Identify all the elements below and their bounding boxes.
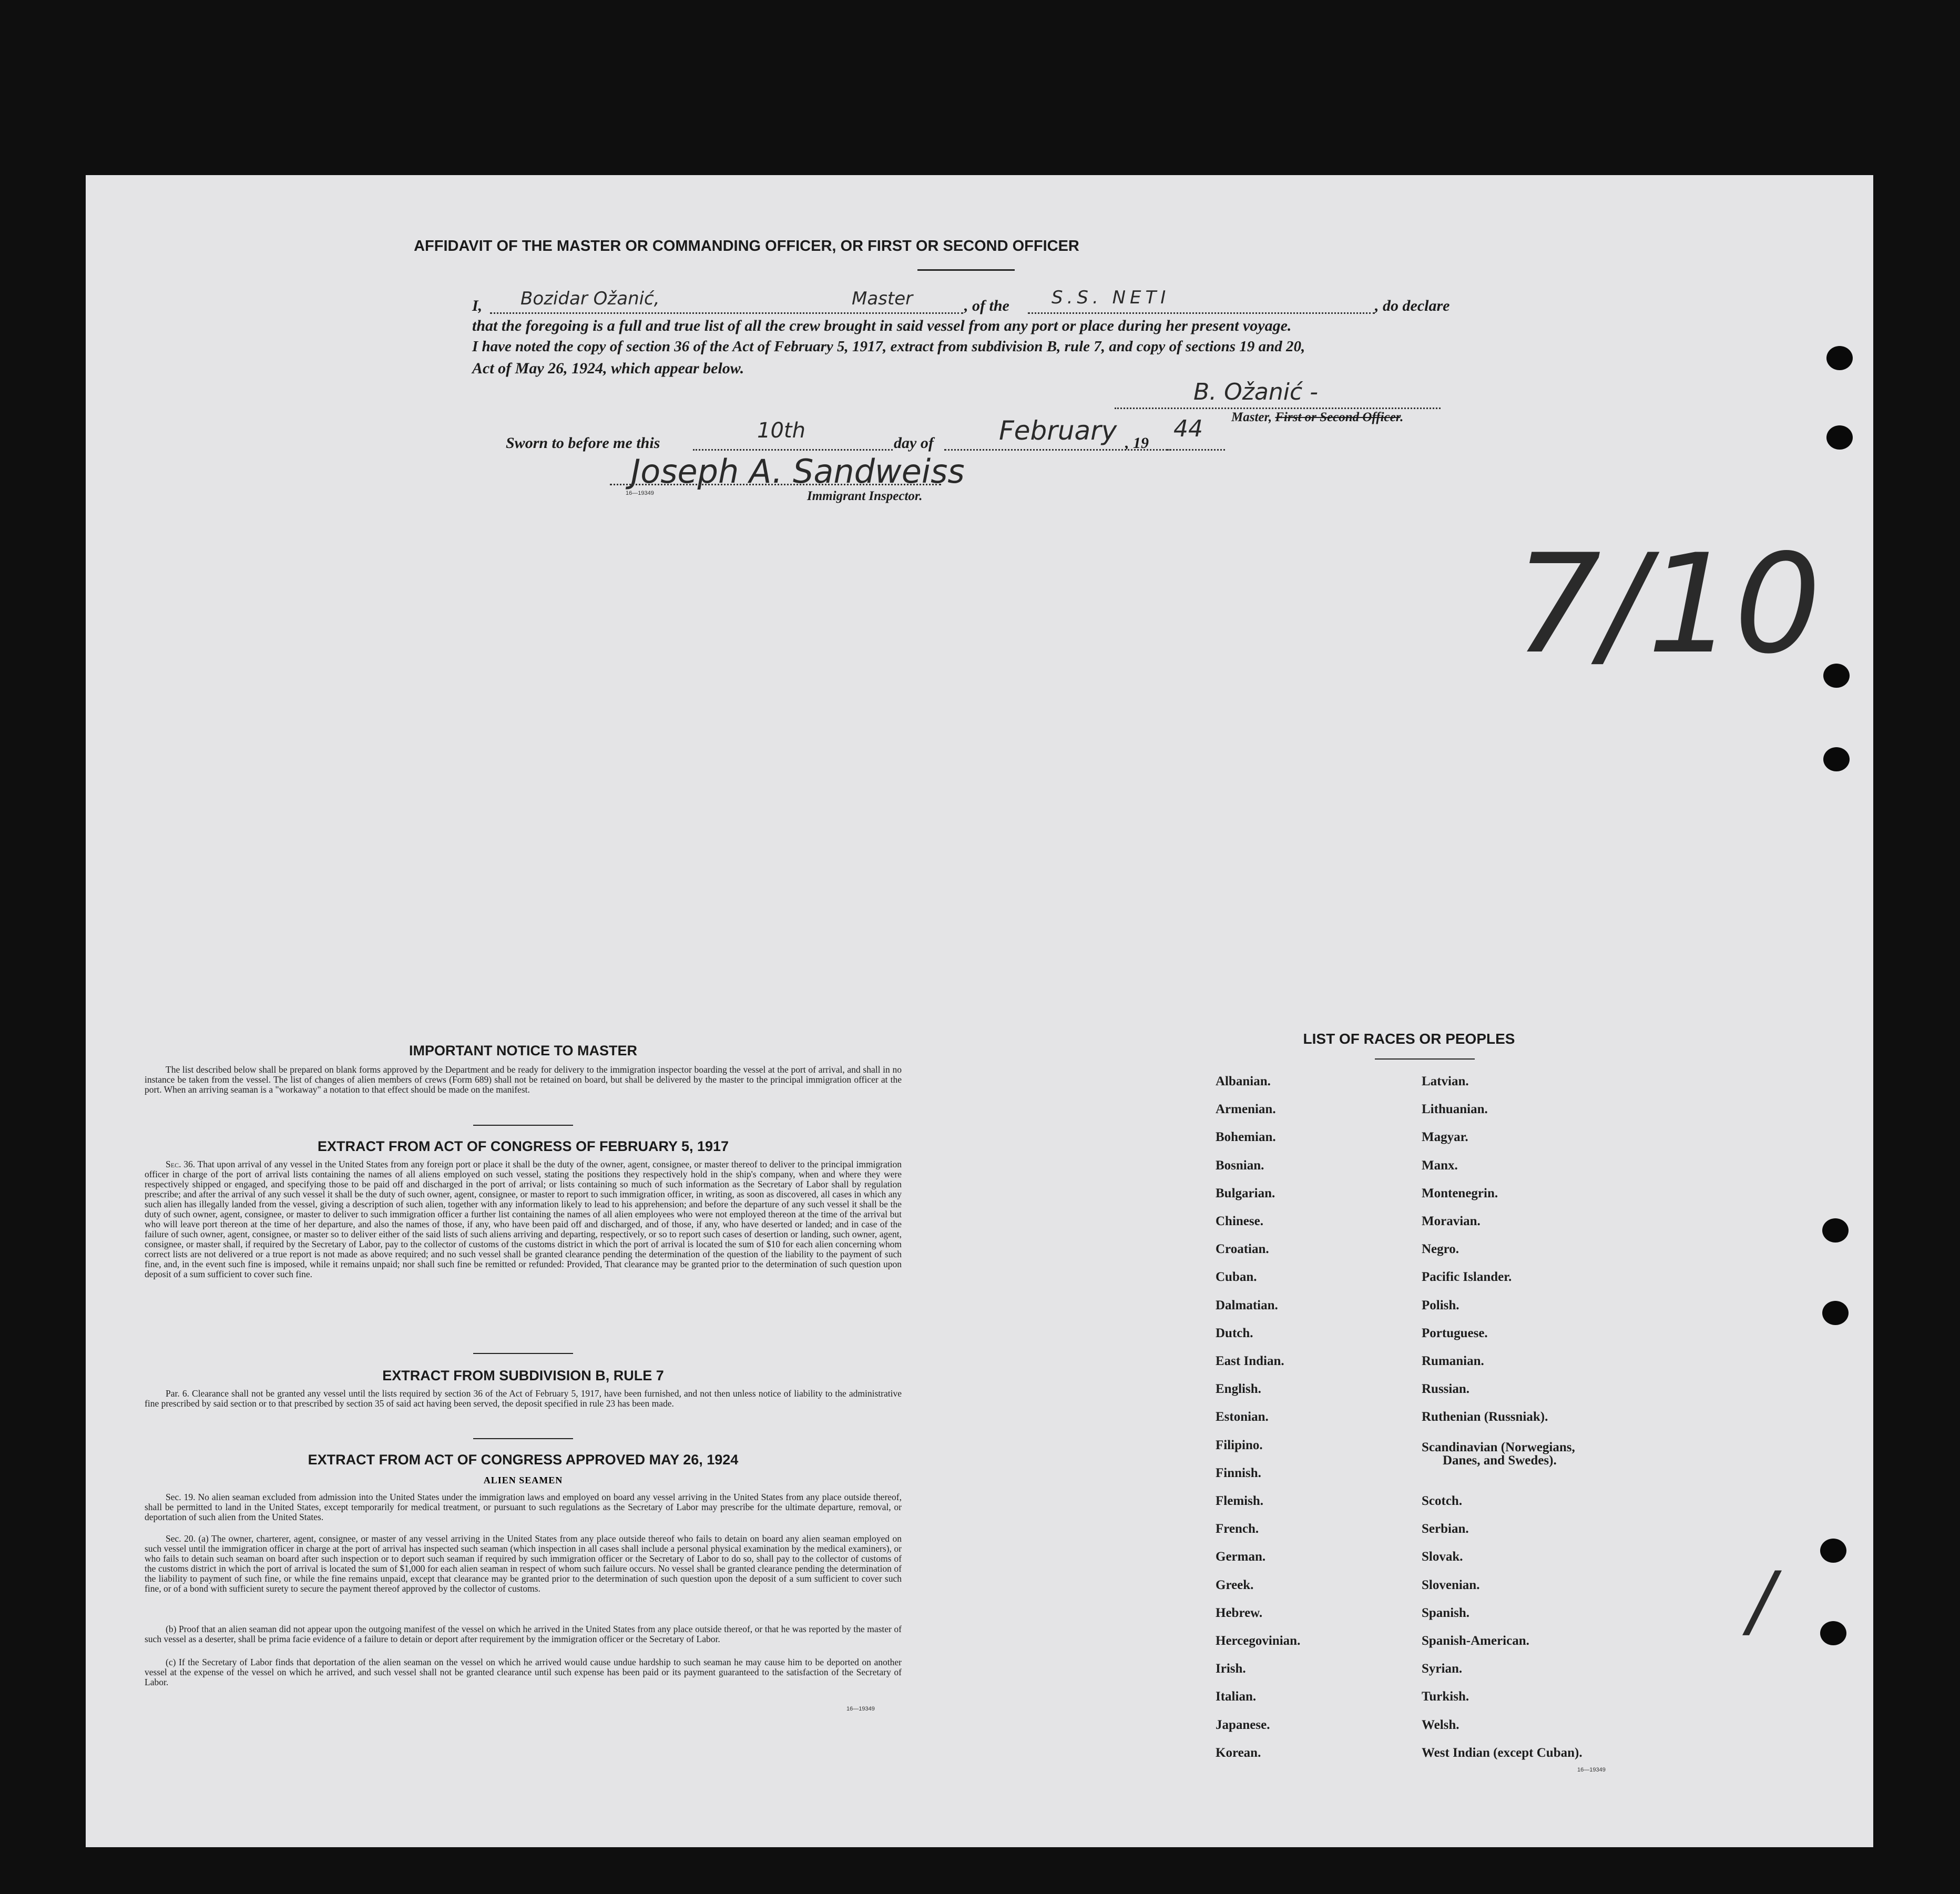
race-right-item: Moravian. [1422, 1214, 1481, 1228]
affidavit-of-the: , of the [964, 297, 1009, 314]
affidavit-line2: that the foregoing is a full and true list of all the crew brought in said vessel from any port or place during her present voyage. [472, 317, 1292, 334]
race-left-item: Irish. [1216, 1662, 1246, 1676]
race-right-item: Serbian. [1422, 1522, 1469, 1536]
extract1924-sec20c: (c) If the Secretary of Labor finds that deportation of the alien seaman on the vessel on which he arrived would cause undue hardship to such seaman he may cause him to be deported on another vessel at the expense of the vessel on which he arrived, and such vessel shall not be granted clearance until such expense has been paid or its payment guaranteed to the satisfaction of the Secretary of Labor. [145, 1657, 902, 1687]
affidavit-line1-suffix: , do declare [1375, 297, 1450, 314]
race-left-item: Bosnian. [1216, 1158, 1264, 1173]
race-left-item: Greek. [1216, 1577, 1254, 1592]
race-right-item: Polish. [1422, 1298, 1459, 1312]
race-right-item: Spanish-American. [1422, 1634, 1529, 1648]
race-right-item: Portuguese. [1422, 1326, 1488, 1340]
race-right-item: Spanish. [1422, 1605, 1470, 1620]
extract1924-title: EXTRACT FROM ACT OF CONGRESS APPROVED MAY 26, 1924 [308, 1452, 739, 1468]
race-right-item: Turkish. [1422, 1689, 1469, 1704]
extract1924-subtitle: ALIEN SEAMEN [483, 1475, 563, 1485]
race-left-item: Albanian. [1216, 1074, 1271, 1088]
month-handwritten: February [999, 415, 1117, 446]
punch-hole-4 [1823, 747, 1850, 771]
punch-hole-6 [1822, 1301, 1849, 1325]
punch-hole-1 [1826, 346, 1853, 370]
race-left-item: Estonian. [1216, 1410, 1269, 1424]
day-of: day of [894, 434, 934, 452]
extract1924-sec20b: (b) Proof that an alien seaman did not appear upon the outgoing manifest of the vessel on which he arrived in the United States from any place outside thereof, or that he was reported by the master of such vessel as a deserter, shall be prima facie evidence of a failure to detain or deport after requirement by the immigration officer or the Secretary of Labor. [145, 1624, 902, 1644]
races-rule [1375, 1058, 1475, 1060]
race-left-item: Hebrew. [1216, 1605, 1263, 1620]
punch-hole-2 [1826, 425, 1853, 450]
race-left-item: French. [1216, 1522, 1259, 1536]
race-left-item: Flemish. [1216, 1494, 1263, 1508]
inspector-form-number: 16—19349 [626, 490, 654, 496]
race-right-item: Pacific Islander. [1422, 1270, 1512, 1285]
notice-title: IMPORTANT NOTICE TO MASTER [409, 1043, 637, 1058]
year-prefix: , 19 [1125, 434, 1149, 452]
race-right-item: Manx. [1422, 1158, 1458, 1173]
race-right-item: Latvian. [1422, 1074, 1469, 1088]
races-title: LIST OF RACES OR PEOPLES [1303, 1031, 1515, 1047]
punch-hole-8 [1820, 1621, 1846, 1645]
race-right-item: Slovenian. [1422, 1577, 1480, 1592]
race-right-item: Montenegrin. [1422, 1186, 1498, 1200]
year-handwritten: 44 [1173, 415, 1203, 442]
race-left-item: Finnish. [1216, 1465, 1261, 1480]
master-caption-struck: First or Second Officer [1275, 410, 1401, 424]
affidavit-line3: I have noted the copy of section 36 of the Act of February 5, 1917, extract from subdivision B, rule 7, and copy of sections 19 and 20, [472, 338, 1305, 355]
affidavit-title: AFFIDAVIT OF THE MASTER OR COMMANDING OFFICER, OR FIRST OR SECOND OFFICER [414, 238, 1079, 254]
race-left-item: Croatian. [1216, 1242, 1269, 1257]
rule7-rule [473, 1438, 573, 1439]
extract1917-rule [473, 1353, 573, 1354]
race-right-item: West Indian (except Cuban). [1422, 1745, 1583, 1760]
races-form-number: 16—19349 [1577, 1767, 1606, 1773]
punch-hole-5 [1822, 1218, 1849, 1243]
extract1917-sec-label: Sec. 36. [166, 1159, 196, 1169]
race-right-item: Magyar. [1422, 1130, 1468, 1145]
vessel-handwritten: S.S. NETI [1052, 287, 1170, 308]
race-right-item: Scandinavian (Norwegians, [1422, 1440, 1575, 1454]
master-name-handwritten: Bozidar Ožanić, [520, 288, 660, 309]
race-left-item: Bulgarian. [1216, 1186, 1275, 1200]
race-right-item: Danes, and Swedes). [1443, 1453, 1557, 1468]
inspector-line [610, 473, 941, 485]
document-sheet [86, 175, 1873, 1847]
affidavit-line4: Act of May 26, 1924, which appear below. [472, 360, 744, 377]
race-right-item: Ruthenian (Russniak). [1422, 1410, 1548, 1424]
affidavit-line1-prefix: I, [472, 297, 483, 314]
race-left-item: German. [1216, 1550, 1266, 1564]
race-left-item: East Indian. [1216, 1354, 1284, 1368]
extract1924-sec20a: Sec. 20. (a) The owner, charterer, agent, consignee, or master of any vessel arriving in the United States from any place outside thereof who fails to detain on board any alien seaman employed on such vessel until the immigration officer in charge at the port of arrival has inspected such seaman (which inspection in all cases shall include a personal physical examination by the medical examiners), or who fails to detain such seaman on board after such inspection or to deport such seaman if required by such immigration officer or the Secretary of Labor to do so, shall pay to the collector of customs of the customs district in which the port of arrival is located the sum of $1,000 for each alien seaman in respect of whom such failure occurs. No vessel shall be granted clearance pending the determination of the liability to payment of such fine, or while the fine remains unpaid, except that clearance may be granted prior to the determination of such question upon the deposit of a sum sufficient to cover such fine, or of a bond with sufficient surety to secure the payment thereof approved by the collector of customs. [145, 1533, 902, 1594]
race-left-item: Chinese. [1216, 1214, 1263, 1228]
race-left-item: Armenian. [1216, 1102, 1276, 1117]
master-signature: B. Ožanić - [1193, 379, 1319, 405]
race-right-item: Rumanian. [1422, 1354, 1484, 1368]
extract1917-body [145, 1159, 902, 1279]
race-left-item: Bohemian. [1216, 1130, 1276, 1145]
sworn-prefix: Sworn to before me this [506, 434, 660, 452]
master-caption-plain: Master, [1231, 410, 1272, 424]
punch-hole-7 [1820, 1539, 1846, 1563]
page-fraction-handwritten: 7/10 [1514, 525, 1821, 684]
race-right-item: Russian. [1422, 1382, 1470, 1397]
notice-rule [473, 1125, 573, 1126]
race-right-item: Scotch. [1422, 1494, 1463, 1508]
rank-handwritten: Master [852, 288, 913, 309]
signature-line [1115, 392, 1441, 409]
rule7-body: Par. 6. Clearance shall not be granted any vessel until the lists required by section 36 of the Act of February 5, 1917, have been furnished, and not then unless notice of liability to the administrative fine prescribed by said section or to that prescribed by section 35 of said act having been served, the deposit specified in rule 23 has been made. [145, 1388, 902, 1409]
race-left-item: Japanese. [1216, 1717, 1270, 1732]
margin-tick-handwritten: / [1748, 1555, 1775, 1647]
race-left-item: English. [1216, 1382, 1261, 1397]
extract1924-form-number: 16—19349 [846, 1706, 875, 1712]
inspector-signature: Joseph A. Sandweiss [631, 452, 965, 491]
race-left-item: Filipino. [1216, 1438, 1263, 1452]
race-left-item: Hercegovinian. [1216, 1634, 1301, 1648]
race-right-item: Syrian. [1422, 1662, 1463, 1676]
master-caption: Master, First or Second Officer. [1231, 410, 1404, 424]
race-right-item: Slovak. [1422, 1550, 1463, 1564]
extract1917-text: That upon arrival of any vessel in the United States from any foreign port or place it shall be the duty of the owner, agent, consignee, or master thereof to deliver to the principal immigration officer in charge of the port of arrival lists containing the names of all aliens employed on such vessel, stating the positions they respectively hold in the ship's company, when and where they were respectively shipped or engaged, and specifying those to be paid off and discharged in the port of arrival; or lists containing so much of such information as the Secretary of Labor shall by regulation prescribe; and after the arrival of any such vessel it shall be the duty of such owner, agent, consignee, or master to report to such immigration officer, in writing, as soon as discovered, all cases in which any such alien has illegally landed from the vessel, giving a description of such alien, together with any information likely to lead to his apprehension; and before the departure of any such vessel it shall be the duty of such owner, agent, consignee, or master to deliver to such immigration officer a further list containing the names of all alien employees who were not employed thereon at the time of the arrival but who will leave port thereon at the time of her departure, and also the names of those, if any, who have been paid off and discharged, and of those, if any, who have deserted or landed; and in case of the failure of such owner, agent, consignee, or master so to deliver either of the said lists of such aliens arriving and departing, respectively, or so to report such cases of desertion or landing, such owner, agent, consignee, or master shall, if required by the Secretary of Labor, pay to the collector of customs of the customs district in which the port of arrival is located the sum of $10 for each alien concerning whom correct lists are not delivered or a true report is not made as above required; and no such vessel shall be granted clearance pending the determination of the question of the liability to the payment of such fine, and, in the event such fine is imposed, while it remains unpaid; nor shall such fine be remitted or refunded: Provided, That clearance may be granted prior to the determination of such question upon deposit of a sum sufficient to cover such fine. [145, 1159, 902, 1279]
race-left-item: Korean. [1216, 1745, 1261, 1760]
punch-hole-3 [1823, 664, 1850, 688]
extract1924-sec19: Sec. 19. No alien seaman excluded from admission into the United States under the immigration laws and employed on board any vessel arriving in the United States from any place outside thereof, shall be permitted to land in the United States, except temporarily for medical treatment, or pursuant to such regulations as the Secretary of Labor may prescribe for the ultimate departure, removal, or deportation of such alien from the United States. [145, 1492, 902, 1522]
inspector-caption: Immigrant Inspector. [807, 489, 923, 503]
day-handwritten: 10th [757, 419, 805, 443]
rule7-title: EXTRACT FROM SUBDIVISION B, RULE 7 [382, 1368, 664, 1383]
notice-body: The list described below shall be prepared on blank forms approved by the Department and be ready for delivery to the immigration inspector boarding the vessel at the port of arrival, and shall in no instance be taken from the vessel. The list of changes of alien members of crews (Form 689) shall not be retained on board, but shall be delivered by the master to the principal immigration officer at the port. When an arriving seaman is a "workaway" a notation to that effect should be made on the manifest. [145, 1064, 902, 1095]
race-left-item: Italian. [1216, 1689, 1257, 1704]
extract1917-title: EXTRACT FROM ACT OF CONGRESS OF FEBRUARY 5, 1917 [317, 1138, 729, 1154]
race-left-item: Dutch. [1216, 1326, 1253, 1340]
title-rule [917, 269, 1015, 271]
race-right-item: Welsh. [1422, 1717, 1459, 1732]
race-right-item: Lithuanian. [1422, 1102, 1488, 1117]
race-left-item: Cuban. [1216, 1270, 1257, 1285]
race-left-item: Dalmatian. [1216, 1298, 1278, 1312]
race-right-item: Negro. [1422, 1242, 1459, 1257]
